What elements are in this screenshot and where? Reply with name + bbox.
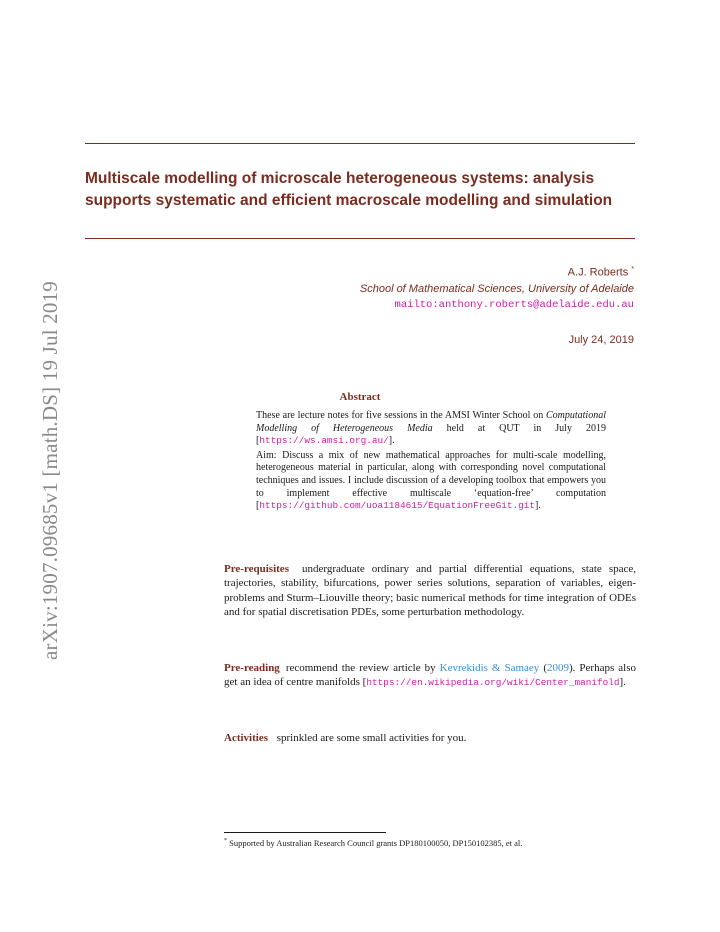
prerequisites-section: [224, 562, 636, 620]
arxiv-sidebar-stamp: arXiv:1907.09685v1 [math.DS] 19 Jul 2019: [38, 281, 62, 660]
activities-text: sprinkled are some small activities for you.: [276, 732, 467, 744]
abstract-paragraph-2: Aim: Discuss a mix of new mathematical approaches for multi-scale modelling, heterogeneous material in particular, along with corresponding novel computational techniques and issues. I include discussion of a developing toolbox that empowers you to implement effective multiscale ‘equation-free’ computation [https://github.com/uoa1184615/EquationFreeGit.git].: [256, 449, 606, 512]
author-email-link[interactable]: mailto:anthony.roberts@adelaide.edu.au: [394, 298, 634, 311]
abstract-heading: Abstract: [339, 391, 381, 403]
amsi-url-link[interactable]: https://ws.amsi.org.au/: [259, 435, 389, 447]
author-affiliation: School of Mathematical Sciences, University of Adelaide: [359, 282, 634, 295]
footnote: [224, 836, 644, 849]
abstract-body: [256, 410, 606, 515]
title-line-2: supports systematic and efficient macroscale modelling and simulation: [85, 192, 613, 209]
author-footnote-mark: *: [631, 266, 634, 273]
prerequisites-heading: Pre-requisites: [224, 563, 289, 575]
paper-date: July 24, 2019: [568, 334, 634, 346]
title-rule-bottom: [85, 238, 635, 239]
title-rule-top: [85, 143, 635, 144]
citation-year-link[interactable]: 2009: [547, 662, 569, 674]
paper-title: [85, 168, 645, 212]
abstract-paragraph-1: These are lecture notes for five sessions in the AMSI Winter School on Computational Modelling of Heterogeneous Media held at QUT in July 2019 [https://ws.amsi.org.au/].: [256, 410, 606, 447]
author-name: A.J. Roberts: [567, 266, 629, 279]
prereading-section: Pre-reading recommend the review article by Kevrekidis & Samaey (2009). Perhaps also get an idea of centre manifolds [https://en.wikipedia.org/wiki/Center_manifold].: [224, 662, 636, 689]
prereading-heading: Pre-reading: [224, 662, 280, 674]
activities-heading: Activities: [224, 732, 268, 744]
school-title: Computational Modelling of Heterogeneous Media: [256, 410, 606, 434]
wikipedia-url-link[interactable]: https://en.wikipedia.org/wiki/Center_manifold: [366, 677, 620, 689]
footnote-text: Supported by Australian Research Council grants DP180100050, DP150102385, et al.: [229, 837, 523, 848]
author-block: [360, 262, 634, 313]
github-url-link[interactable]: https://github.com/uoa1184615/EquationFreeGit.git: [259, 500, 536, 512]
prerequisites-text: undergraduate ordinary and partial differential equations, state space, trajectories, stability, bifurcations, power series solutions, separation of variables, eigen-problems and Sturm–Liouville theory; basic numerical methods for time integration of ODEs and for spatial discretisation PDEs, some perturbation methodology.: [224, 563, 636, 619]
activities-section: [224, 731, 636, 745]
footnote-mark: *: [224, 838, 227, 844]
footnote-rule: [224, 832, 386, 833]
citation-authors-link[interactable]: Kevrekidis & Samaey: [439, 662, 540, 674]
title-line-1: Multiscale modelling of microscale heterogeneous systems: analysis: [85, 170, 595, 187]
